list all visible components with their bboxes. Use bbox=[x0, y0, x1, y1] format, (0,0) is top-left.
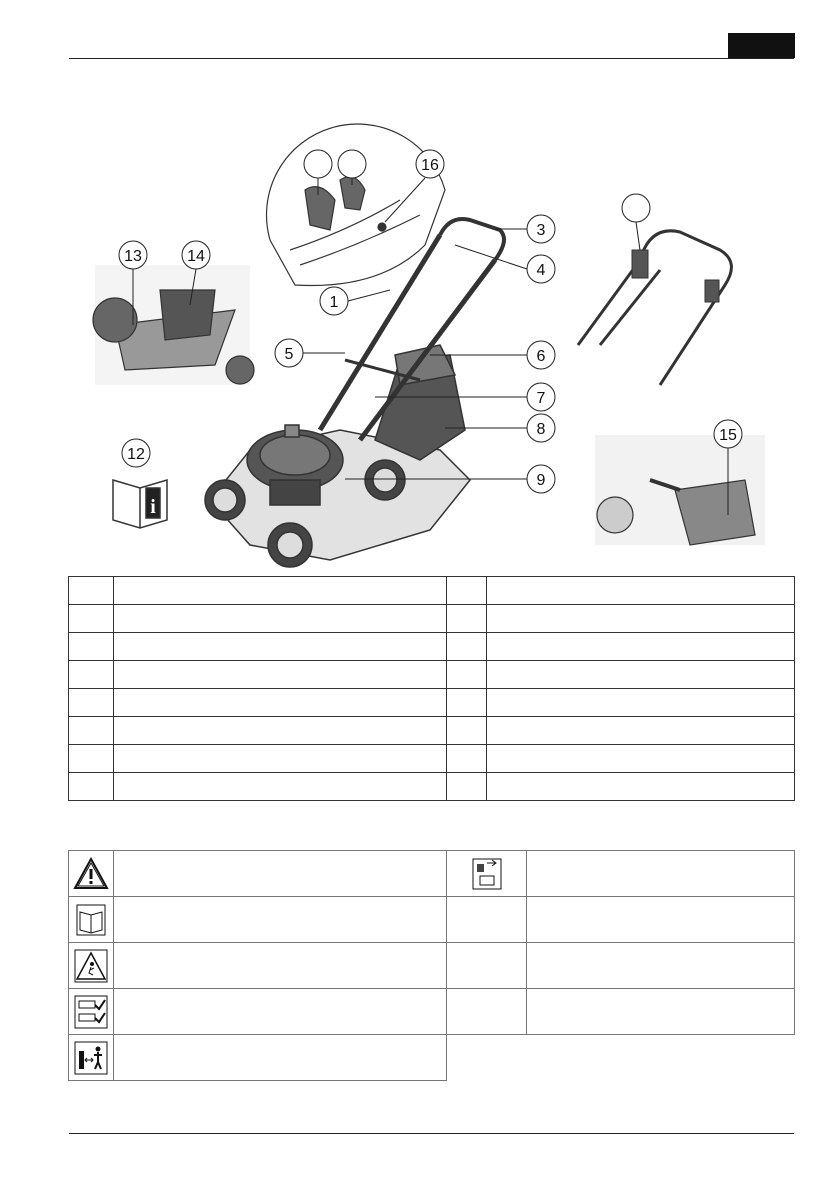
table-row bbox=[69, 1035, 795, 1081]
callout-5 bbox=[275, 339, 345, 367]
mulch-insert-drawing bbox=[595, 435, 765, 545]
grassbox-drawing bbox=[93, 265, 254, 385]
svg-text:13: 13 bbox=[124, 248, 142, 265]
keep-distance-icon bbox=[69, 1035, 114, 1081]
handle-detail-inset bbox=[267, 124, 445, 285]
read-manual-icon bbox=[69, 897, 114, 943]
svg-text:4: 4 bbox=[536, 262, 546, 279]
svg-text:8: 8 bbox=[536, 421, 546, 438]
handle-drawing bbox=[578, 231, 731, 385]
svg-text:3: 3 bbox=[536, 222, 546, 239]
svg-text:6: 6 bbox=[536, 348, 546, 365]
svg-text:12: 12 bbox=[127, 446, 145, 463]
callout-blank-c bbox=[622, 194, 650, 250]
svg-text:15: 15 bbox=[719, 427, 737, 444]
mulch-conversion-icon bbox=[447, 851, 527, 897]
callout-4 bbox=[455, 245, 555, 283]
parts-table bbox=[68, 576, 795, 801]
table-row bbox=[69, 577, 795, 605]
table-row bbox=[69, 605, 795, 633]
svg-text:7: 7 bbox=[536, 390, 546, 407]
flying-debris-warning-icon bbox=[69, 943, 114, 989]
table-row bbox=[69, 897, 795, 943]
table-row bbox=[69, 633, 795, 661]
warning-triangle-icon bbox=[69, 851, 114, 897]
callout-1 bbox=[320, 287, 390, 315]
table-row bbox=[69, 717, 795, 745]
table-row bbox=[69, 661, 795, 689]
symbols-table bbox=[68, 850, 795, 1081]
svg-text:16: 16 bbox=[421, 157, 439, 174]
table-row bbox=[69, 943, 795, 989]
svg-text:14: 14 bbox=[187, 248, 205, 265]
callout-12 bbox=[122, 439, 150, 467]
table-row bbox=[69, 689, 795, 717]
table-row bbox=[69, 773, 795, 801]
product-overview-illustration bbox=[0, 0, 839, 575]
manual-book-icon bbox=[113, 480, 167, 528]
table-row bbox=[69, 989, 795, 1035]
table-row bbox=[69, 851, 795, 897]
svg-text:5: 5 bbox=[284, 346, 294, 363]
checklist-icon bbox=[69, 989, 114, 1035]
table-row bbox=[69, 745, 795, 773]
svg-text:1: 1 bbox=[329, 294, 339, 311]
svg-text:i: i bbox=[150, 496, 156, 518]
footer-rule bbox=[69, 1133, 794, 1134]
svg-text:9: 9 bbox=[536, 472, 546, 489]
